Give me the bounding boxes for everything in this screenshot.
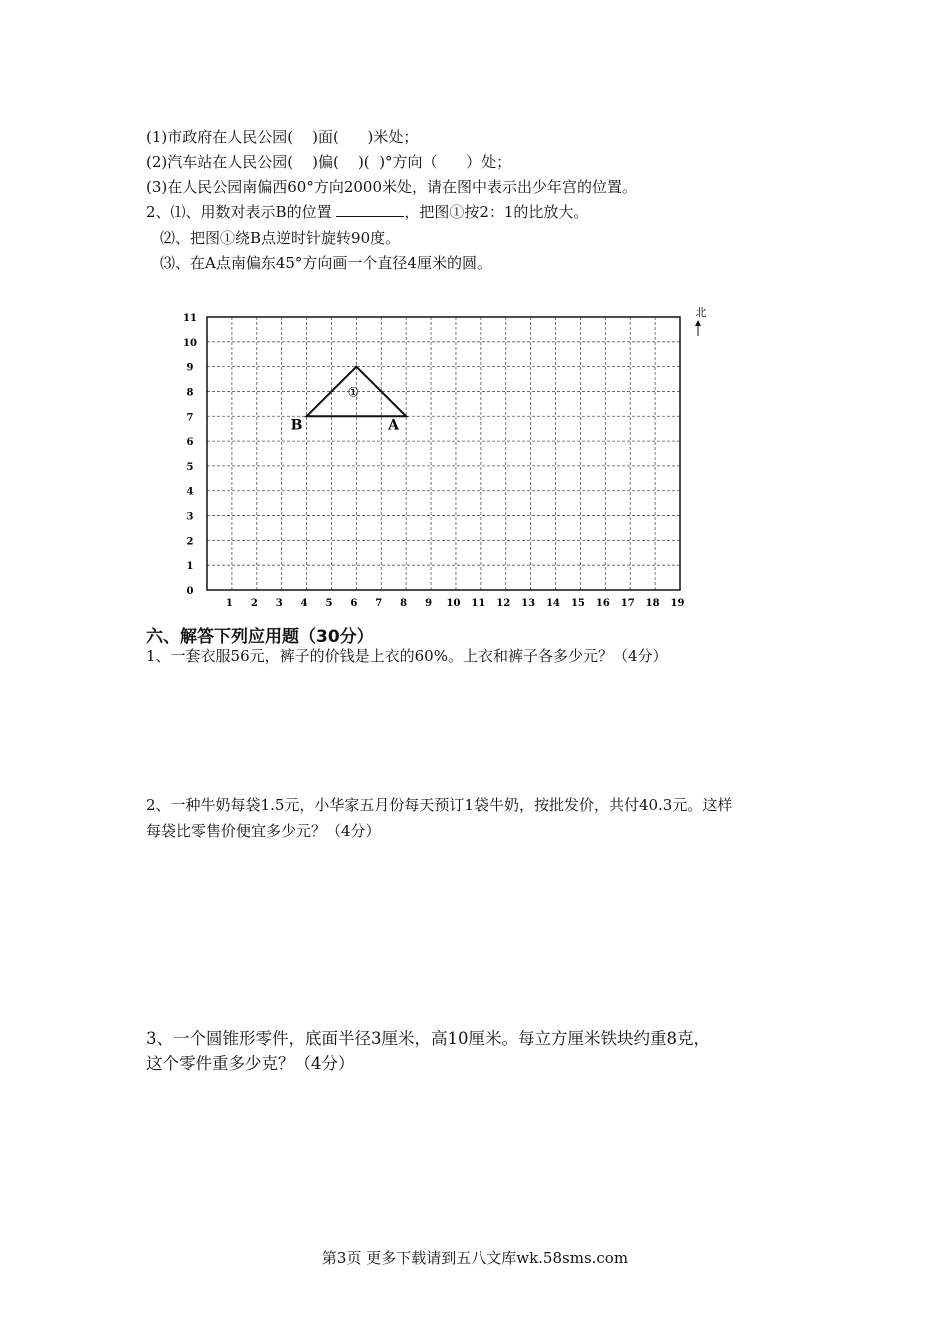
x-tick-label: 9 [425,598,433,609]
north-arrow-icon [695,320,701,336]
problem-3-line-1: 3、一个圆锥形零件，底面半径3厘米，高10厘米。每立方厘米铁块约重8克， [146,1029,710,1048]
x-tick-label: 18 [645,598,660,609]
shape-number-label: ① [347,385,360,401]
y-tick-label: 7 [186,412,194,424]
question-5-1-3: (3)在人民公园南偏西60°方向2000米处，请在图中表示出少年宫的位置。 [146,178,638,196]
y-tick-label: 0 [186,586,194,597]
problem-2-line-1: 2、一种牛奶每袋1.5元，小华家五月份每天预订1袋牛奶，按批发价，共付40.3元。这样 [146,796,733,814]
y-tick-label: 9 [186,362,194,374]
grid-lines [207,317,680,590]
x-tick-label: 8 [400,598,408,609]
question-5-2-1-pre: 2、⑴、用数对表示B的位置 [146,203,337,221]
question-5-2-1 [146,202,588,222]
x-tick-label: 1 [225,598,233,609]
question-5-2-1-post: ，把图①按2：1的比放大。 [404,203,589,221]
x-tick-label: 3 [275,598,283,609]
x-tick-label: 19 [670,598,685,609]
problem-3-line-2: 这个零件重多少克？（4分） [146,1054,355,1073]
question-5-2-3: ⑶、在A点南偏东45°方向画一个直径4厘米的圆。 [160,254,492,272]
north-label: 北 [695,306,707,319]
y-tick-label: 10 [183,337,197,349]
question-5-2-2: ⑵、把图①绕B点逆时针旋转90度。 [160,229,401,247]
x-tick-label: 15 [570,598,585,609]
y-tick-label: 11 [183,313,197,324]
x-tick-label: 7 [375,598,383,609]
y-tick-label: 2 [186,536,194,548]
y-tick-label: 1 [186,561,194,573]
x-tick-label: 16 [595,598,610,609]
answer-blank[interactable] [336,202,404,217]
question-5-1-2: (2)汽车站在人民公园( )偏( )( )°方向（ ）处； [146,153,512,171]
point-a-label: A [388,417,400,434]
x-tick-labels [226,598,685,609]
point-b-label: B [290,417,303,434]
x-tick-label: 12 [496,598,511,609]
x-tick-label: 13 [521,598,536,609]
x-tick-label: 14 [546,598,560,609]
x-tick-label: 2 [250,598,258,609]
x-tick-label: 11 [471,598,486,609]
y-tick-label: 5 [186,461,194,473]
x-tick-label: 4 [300,598,308,609]
x-tick-label: 10 [446,598,461,609]
y-tick-labels [183,313,197,597]
problem-2-line-2: 每袋比零售价便宜多少元？（4分） [146,822,381,840]
y-tick-label: 8 [186,387,194,399]
x-tick-label: 17 [620,598,635,609]
question-5-1-1: (1)市政府在人民公园( )面( )米处； [146,128,419,146]
y-tick-label: 4 [186,486,194,498]
grid-border [207,317,680,590]
x-tick-label: 5 [325,598,333,609]
x-tick-label: 6 [350,598,358,609]
problem-1: 1、一套衣服56元，裤子的价钱是上衣的60%。上衣和裤子各多少元？（4分） [146,647,668,665]
page-footer: 第3页 更多下载请到五八文库wk.58sms.com [321,1249,629,1267]
section-heading: 六、解答下列应用题（30分） [146,627,374,647]
y-tick-label: 6 [186,437,194,449]
coordinate-grid [170,300,730,620]
y-tick-label: 3 [186,511,194,523]
